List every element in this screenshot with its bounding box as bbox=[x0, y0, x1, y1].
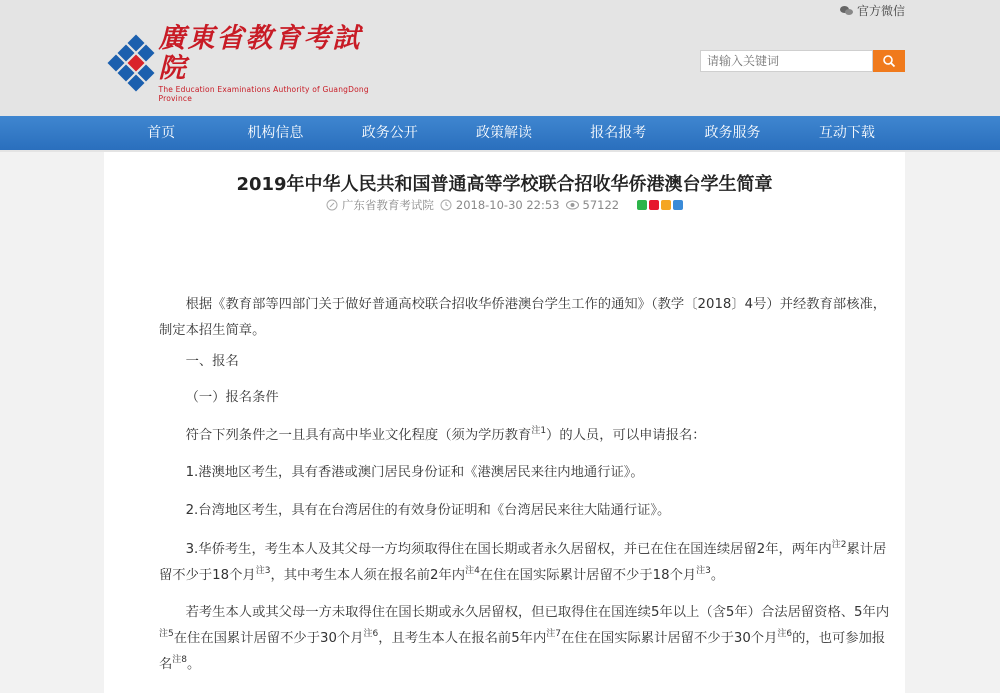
nav-item-policy[interactable]: 政策解读 bbox=[475, 125, 532, 141]
search-button[interactable] bbox=[873, 50, 905, 72]
article-meta bbox=[104, 197, 905, 213]
search-icon bbox=[882, 54, 896, 68]
clock-icon bbox=[440, 199, 452, 211]
article-container bbox=[104, 152, 905, 693]
nav-item-registration[interactable]: 报名报考 bbox=[590, 125, 647, 141]
nav-item-home[interactable]: 首页 bbox=[147, 125, 176, 141]
share-weibo-icon[interactable] bbox=[649, 200, 659, 210]
article-datetime: 2018-10-30 22:53 bbox=[440, 198, 560, 212]
logo-english-name: The Education Examinations Authority of GuangDong Province bbox=[158, 84, 369, 103]
paragraph-conditions: 符合下列条件之一且具有高中毕业文化程度（须为学历教育$^{注1}$）的人员，可以申请报名： bbox=[185, 426, 706, 443]
article-views: 57122 bbox=[566, 198, 620, 212]
share-more-icon[interactable] bbox=[673, 200, 683, 210]
main-nav bbox=[0, 116, 1000, 150]
paragraph-residency: 若考生本人或其父母一方未取得住在国长期或永久居留权，但已取得住在国连续5年以上（含5年）合法居留资格、5年内$^{注5}$在住在国累计居留不少于30个月$^{注6}$，且考生本人在报名前5年内$^{注7}$在住在国实际累计居留不少于30个月$^{注6}$的，也可参加报名$^{注8}$。 bbox=[159, 605, 890, 672]
share-buttons bbox=[637, 200, 683, 210]
wechat-icon bbox=[840, 5, 854, 17]
search-box bbox=[700, 50, 905, 72]
nav-item-government-affairs[interactable]: 政务公开 bbox=[361, 125, 418, 141]
nav-item-services[interactable]: 政务服务 bbox=[704, 125, 761, 141]
weixin-link[interactable] bbox=[840, 2, 905, 19]
share-qzone-icon[interactable] bbox=[661, 200, 671, 210]
nav-item-download[interactable]: 互动下载 bbox=[818, 125, 875, 141]
paragraph-hk-macau: 1.港澳地区考生，具有香港或澳门居民身份证和《港澳居民来往内地通行证》。 bbox=[185, 465, 644, 480]
paragraph-intro: 根据《教育部等四部门关于做好普通高校联合招收华侨港澳台学生工作的通知》（教学〔2018〕4号）并经教育部核准，制定本招生简章。 bbox=[159, 297, 887, 338]
share-wechat-icon[interactable] bbox=[637, 200, 647, 210]
site-logo[interactable] bbox=[108, 22, 378, 103]
weixin-label: 官方微信 bbox=[856, 4, 905, 18]
search-input[interactable] bbox=[700, 50, 873, 72]
paragraph-overseas: 3.华侨考生，考生本人及其父母一方均须取得住在国长期或者永久居留权，并已在住在国连续居留2年，两年内$^{注2}$累计居留不少于18个月$^{注3}$，其中考生本人须在报名前2年内$^{注4}$在住在国实际累计居留不少于18个月$^{注3}$。 bbox=[159, 540, 887, 583]
eye-icon bbox=[566, 200, 579, 210]
section-heading: 一、报名 bbox=[185, 354, 239, 369]
article-title: 2019年中华人民共和国普通高等学校联合招收华侨港澳台学生简章 bbox=[236, 174, 773, 195]
nav-item-institution[interactable]: 机构信息 bbox=[247, 125, 304, 141]
logo-mark-icon bbox=[108, 40, 153, 86]
paragraph-taiwan: 2.台湾地区考生，具有在台湾居住的有效身份证明和《台湾居民来往大陆通行证》。 bbox=[185, 503, 671, 518]
article-source: 广东省教育考试院 bbox=[326, 197, 434, 213]
subsection-heading: （一）报名条件 bbox=[185, 390, 279, 405]
logo-chinese-name: 廣東省教育考試院 bbox=[158, 22, 362, 84]
source-icon bbox=[326, 199, 338, 211]
